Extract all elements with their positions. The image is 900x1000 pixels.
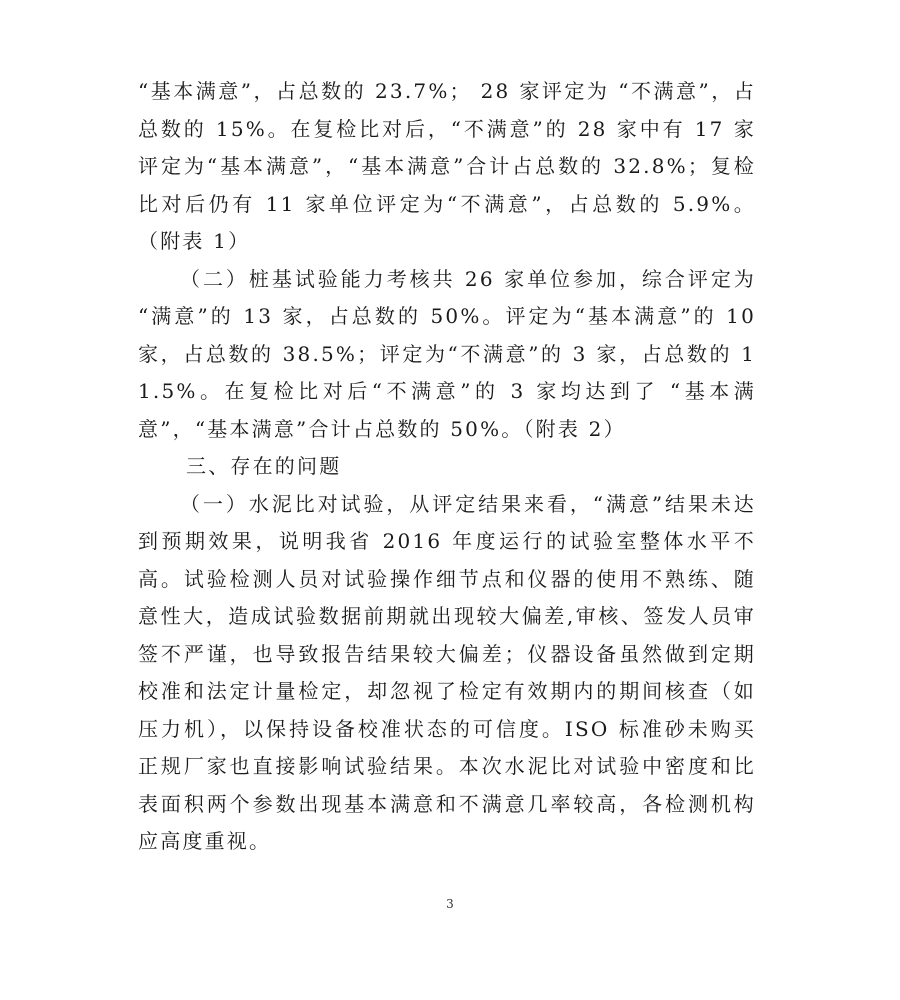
paragraph-pile-foundation-assessment: （二）桩基试验能力考核共 26 家单位参加，综合评定为 “满意”的 13 家，占总数的 50%。评定为“基本满意”的 10 家，占总数的 38.5%；评定为“不满意”的 3 家，占总数的 11.5%。在复检比对后“不满意”的 3 家均达到了 “基本满意”，“基本满意”合计占总数的 50%。（附表 2） bbox=[138, 266, 756, 441]
paragraph-evaluation-summary-1: “基本满意”，占总数的 23.7%； 28 家评定为 “不满意”，占总数的 15%。在复检比对后，“不满意”的 28 家中有 17 家评定为“基本满意”，“基本满意”合计占总数的 32.8%；复检比对后仍有 11 家单位评定为“不满意”，占总数的 5.9%。（附表 1） bbox=[138, 79, 756, 253]
document-body bbox=[138, 73, 756, 861]
paragraph-cement-comparison-issues: （一）水泥比对试验，从评定结果来看，“满意”结果未达到预期效果，说明我省 2016 年度运行的试验室整体水平不高。试验检测人员对试验操作细节点和仪器的使用不熟练、随意性大，造成试验数据前期就出现较大偏差,审核、签发人员审签不严谨，也导致报告结果较大偏差；仪器设备虽然做到定期校准和法定计量检定，却忽视了检定有效期内的期间核查（如压力机），以保持设备校准状态的可信度。ISO 标准砂未购买正规厂家也直接影响试验结果。本次水泥比对试验中密度和比表面积两个参数出现基本满意和不满意几率较高，各检测机构应高度重视。 bbox=[138, 491, 756, 853]
page-number: 3 bbox=[446, 897, 454, 911]
section-heading-existing-problems: 三、存在的问题 bbox=[186, 454, 342, 478]
